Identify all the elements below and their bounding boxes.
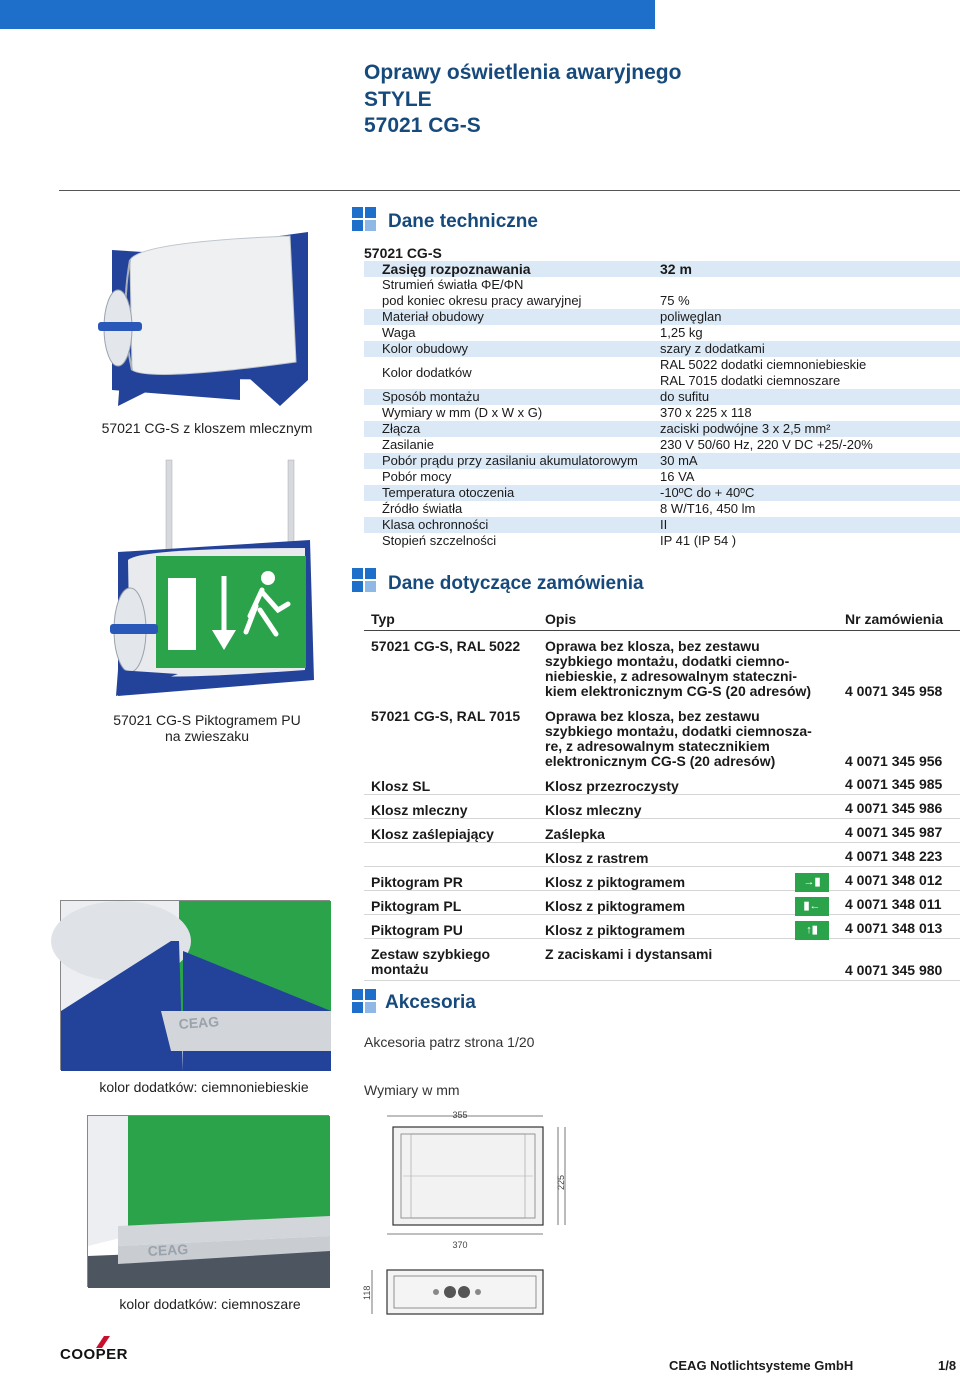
tech-row-value: 8 W/T16, 450 lm (660, 501, 756, 516)
order-description-line: Oprawa bez klosza, bez zestawu (545, 708, 760, 724)
tech-row-value: do sufitu (660, 389, 710, 404)
footer-company: CEAG Notlichtsysteme GmbH (669, 1358, 854, 1373)
tech-row-value: 1,25 kg (660, 325, 703, 340)
order-description (545, 803, 641, 818)
order-description (545, 899, 685, 914)
tech-row (364, 453, 960, 469)
order-description-line: Klosz przezroczysty (545, 778, 679, 794)
caption-dark-blue: kolor dodatków: ciemnoniebieskie (99, 1079, 309, 1095)
order-type: Piktogram PU (371, 922, 463, 938)
tech-model: 57021 CG-S (364, 245, 442, 261)
order-number: 4 0071 345 980 (845, 962, 943, 978)
pictogram-up-icon: ↑▮ (795, 921, 829, 940)
tech-row (364, 389, 960, 405)
order-description (545, 923, 685, 938)
tech-row-value: RAL 7015 dodatki ciemnoszare (660, 373, 841, 388)
tech-table (364, 245, 960, 549)
detail-image-blue (60, 900, 330, 1070)
order-description-line: szybkiego montażu, dodatki ciemnosza- (545, 723, 812, 739)
tech-row-value: poliwęglan (660, 309, 722, 324)
order-description-line: Klosz z rastrem (545, 850, 649, 866)
tech-row-value: 230 V 50/60 Hz, 220 V DC +25/-20% (660, 437, 873, 452)
tech-row-label: Materiał obudowy (382, 309, 484, 324)
order-description-line: Zaślepka (545, 826, 605, 842)
accessories-note: Akcesoria patrz strona 1/20 (364, 1034, 535, 1050)
tech-row-label: Klasa ochronności (382, 517, 489, 532)
tech-row-label: Pobór mocy (382, 469, 452, 484)
order-description (545, 639, 811, 699)
order-description-line: niebieskie, z adresowalnym stateczni- (545, 668, 798, 684)
tech-row-label: Kolor dodatków (382, 365, 472, 380)
order-type: 57021 CG-S, RAL 7015 (371, 708, 521, 724)
tech-row (364, 421, 960, 437)
tech-row-value: -10ºC do + 40ºC (660, 485, 755, 500)
pictogram-left-icon: ▮← (795, 897, 829, 916)
page-number: 1/8 (938, 1358, 957, 1373)
tech-row-value: RAL 5022 dodatki ciemnoniebieskie (660, 357, 867, 372)
tech-row-label: Wymiary w mm (D x W x G) (382, 405, 543, 420)
order-type: Klosz mleczny (371, 802, 468, 818)
order-row (364, 915, 960, 939)
tech-row-label: Złącza (382, 421, 421, 436)
tech-row (364, 405, 960, 421)
order-description-line: Klosz z piktogramem (545, 922, 686, 938)
tech-row-value: 16 VA (660, 469, 695, 484)
header-divider (59, 190, 960, 191)
order-description (545, 875, 685, 890)
tech-row (364, 485, 960, 501)
order-row (364, 819, 960, 843)
cooper-logo: COOPER (60, 1344, 128, 1361)
tech-row (364, 341, 960, 357)
accessories-section-title: Akcesoria (385, 992, 476, 1013)
order-type: Klosz SL (371, 778, 431, 794)
section-squares-icon (352, 207, 376, 231)
section-squares-icon (352, 568, 376, 592)
order-number: 4 0071 348 012 (845, 872, 943, 888)
order-row (364, 891, 960, 915)
ceag-mark: CEAG (178, 1013, 220, 1032)
dim-height: 225 (556, 1174, 566, 1190)
order-table (364, 605, 960, 981)
order-type: Zestaw szybkiego montażu (371, 946, 491, 977)
order-number: 4 0071 348 013 (845, 920, 943, 936)
tech-row-value: 32 m (660, 261, 692, 277)
tech-row (364, 309, 960, 325)
detail-image-grey (87, 1115, 329, 1287)
order-type: Piktogram PR (371, 874, 463, 890)
top-accent-bar (0, 0, 655, 29)
order-number: 4 0071 345 986 (845, 800, 943, 816)
tech-row-label: Temperatura otoczenia (382, 485, 515, 500)
dim-depth: 118 (362, 1285, 372, 1300)
order-description-line: Klosz z piktogramem (545, 874, 686, 890)
product-image-pictogram (100, 460, 330, 700)
tech-row-label: Pobór prądu przy zasilaniu akumulatorowym (382, 453, 638, 468)
dimension-drawing (360, 1100, 566, 1340)
tech-row-label: Waga (382, 325, 416, 340)
tech-row-label: Zasilanie (382, 437, 435, 452)
order-row (364, 701, 960, 771)
tech-row (364, 501, 960, 517)
tech-row (364, 277, 960, 293)
section-squares-icon (352, 989, 376, 1013)
order-number: 4 0071 348 011 (845, 896, 942, 912)
order-number: 4 0071 345 987 (845, 824, 943, 840)
order-description (545, 947, 712, 962)
tech-row-label: pod koniec okresu pracy awaryjnej (382, 293, 582, 308)
tech-row-value: szary z dodatkami (660, 341, 765, 356)
dimensions-label: Wymiary w mm (364, 1082, 460, 1098)
order-type: Klosz zaślepiający (371, 826, 494, 842)
tech-row-value: 75 % (660, 293, 690, 308)
tech-row (364, 469, 960, 485)
tech-row-value: 370 x 225 x 118 (660, 405, 752, 420)
order-description (545, 779, 679, 794)
tech-section-title: Dane techniczne (388, 211, 538, 232)
order-table-header: Typ Opis Nr zamówienia (364, 605, 960, 631)
tech-row-label: Stopień szczelności (382, 533, 497, 548)
tech-row (364, 517, 960, 533)
order-row (364, 867, 960, 891)
order-description-line: szybkiego montażu, dodatki ciemno- (545, 653, 790, 669)
tech-row (364, 533, 960, 549)
tech-row (364, 261, 960, 277)
order-description-line: elektronicznym CG-S (20 adresów) (545, 753, 776, 769)
order-type: Piktogram PL (371, 898, 462, 914)
order-number: 4 0071 345 958 (845, 683, 943, 699)
tech-row (364, 357, 960, 389)
ceag-mark: CEAG (147, 1240, 189, 1259)
tech-row-value: II (660, 517, 668, 532)
tech-row-value: zaciski podwójne 3 x 2,5 mm² (660, 421, 831, 436)
order-description (545, 851, 648, 866)
dim-width-top: 355 (452, 1110, 468, 1120)
tech-row-label: Źródło światła (382, 501, 463, 516)
tech-row (364, 325, 960, 341)
order-number: 4 0071 345 985 (845, 776, 943, 792)
order-description-line: re, z adresowalnym statecznikiem (545, 738, 770, 754)
dim-width-bottom: 370 (452, 1240, 468, 1250)
order-number: 4 0071 345 956 (845, 753, 943, 769)
order-description-line: Klosz z piktogramem (545, 898, 686, 914)
order-row (364, 631, 960, 701)
tech-row-label: Zasięg rozpoznawania (382, 261, 531, 277)
page-title: Oprawy oświetlenia awaryjnego STYLE 57021 CG-S (364, 61, 682, 137)
tech-row-label: Sposób montażu (382, 389, 480, 404)
tech-row-label: Strumień światła ΦE/ΦN (382, 277, 524, 292)
order-type: 57021 CG-S, RAL 5022 (371, 638, 521, 654)
order-row (364, 771, 960, 795)
order-row (364, 843, 960, 867)
caption-pictogram: 57021 CG-S Piktogramem PU na zwieszaku (113, 712, 301, 744)
order-description (545, 709, 812, 769)
tech-row-value: IP 41 (IP 54 ) (660, 533, 737, 548)
order-description-line: kiem elektronicznym CG-S (20 adresów) (545, 683, 812, 699)
order-description-line: Z zaciskami i dystansami (545, 946, 713, 962)
tech-row-value: 30 mA (660, 453, 698, 468)
order-description-line: Oprawa bez klosza, bez zestawu (545, 638, 760, 654)
order-description (545, 827, 605, 842)
tech-row (364, 437, 960, 453)
tech-row-label: Kolor obudowy (382, 341, 468, 356)
pictogram-right-icon: →▮ (795, 873, 829, 892)
order-number: 4 0071 348 223 (845, 848, 943, 864)
order-description-line: Klosz mleczny (545, 802, 642, 818)
caption-dark-grey: kolor dodatków: ciemnoszare (119, 1296, 301, 1312)
product-image-milky (90, 230, 330, 410)
order-row (364, 939, 960, 981)
tech-row (364, 293, 960, 309)
caption-milky: 57021 CG-S z kloszem mlecznym (101, 420, 313, 436)
order-row (364, 795, 960, 819)
order-section-title: Dane dotyczące zamówienia (388, 573, 644, 594)
